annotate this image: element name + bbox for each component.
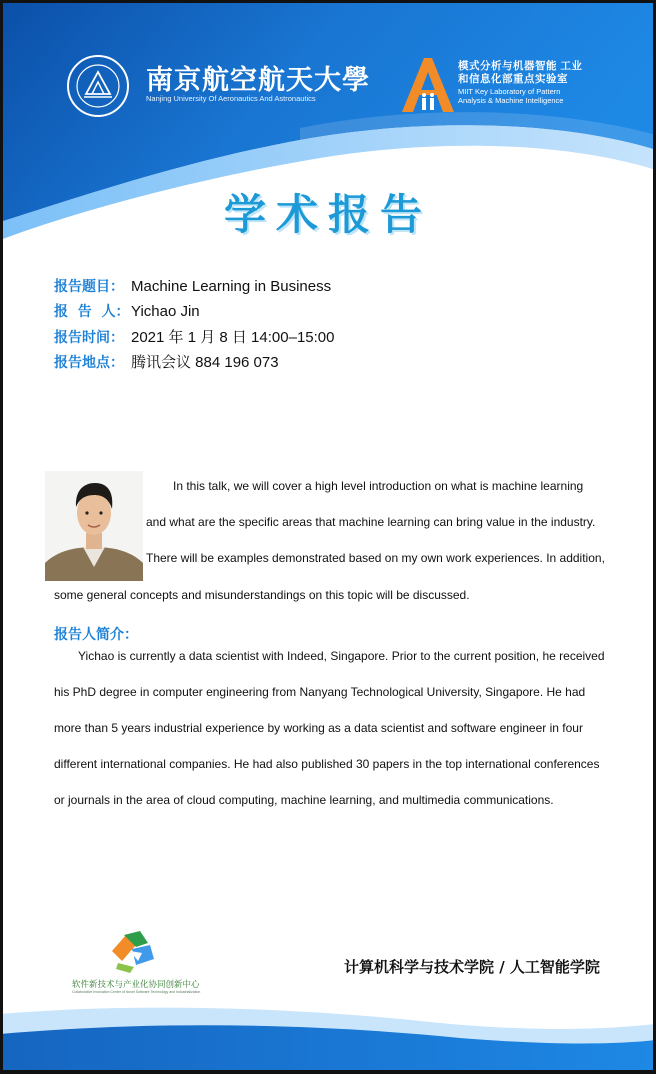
speaker-label: 报 告 人：	[54, 304, 130, 320]
border-left	[0, 0, 3, 1074]
time-row	[54, 326, 334, 351]
bio-line-3: more than 5 years industrial experience by working as a data scientist and software engineer in four	[54, 721, 583, 735]
abstract-line-4: some general concepts and misunderstandings on this topic will be discussed.	[54, 588, 470, 602]
place-row	[54, 351, 334, 376]
lab-name-cn: 模式分析与机器智能 工业和信息化部重点实验室	[458, 60, 583, 85]
innovation-center-name-cn: 软件新技术与产业化协同创新中心	[72, 979, 200, 989]
bio-line-4: different international companies. He had also published 30 papers in the top international conferences	[54, 757, 600, 771]
bio-heading: 报告人简介：	[54, 627, 138, 643]
university-name-en: Nanjing University Of Aeronautics And Astronautics	[146, 94, 316, 103]
border-bottom	[0, 1070, 656, 1074]
speaker-value: Yichao Jin	[131, 303, 200, 320]
talk-info	[54, 276, 334, 376]
speaker-row	[54, 301, 334, 326]
footer-wave	[0, 984, 656, 1074]
place-value: 腾讯会议 884 196 073	[131, 354, 279, 371]
speaker-photo	[45, 471, 143, 581]
topic-value: Machine Learning in Business	[131, 278, 332, 295]
topic-label: 报告题目：	[54, 279, 124, 295]
school-name: 计算机科学与技术学院 / 人工智能学院	[344, 958, 600, 976]
innovation-center-name-en: Collaborative Innovation Center of Novel Software Technology and Industrialization	[72, 990, 201, 994]
time-label: 报告时间：	[54, 330, 124, 346]
bio-line-2: his PhD degree in computer engineering from Nanyang Technological University, Singapore. He had	[54, 685, 586, 699]
abstract-line-1: In this talk, we will cover a high level introduction on what is machine learning	[173, 479, 584, 493]
border-top	[0, 0, 656, 3]
bio-line-5: or journals in the area of cloud computing, machine learning, and multimedia communications.	[54, 793, 554, 807]
lab-name-en: MIIT Key Laboratory of Pattern Analysis & Machine Intelligence	[458, 87, 564, 105]
lab-logo	[398, 54, 456, 114]
bio-line-1: Yichao is currently a data scientist with Indeed, Singapore. Prior to the current position, he received	[78, 649, 605, 663]
innovation-center-logo	[108, 927, 156, 973]
place-label: 报告地点：	[54, 355, 124, 371]
abstract-line-2: and what are the specific areas that machine learning can bring value in the industry.	[146, 515, 596, 529]
abstract-line-3: There will be examples demonstrated based on my own work experiences. In addition,	[146, 551, 605, 565]
time-value: 2021 年 1 月 8 日 14:00–15:00	[131, 329, 335, 346]
university-name-cn: 南京航空航天大學	[146, 65, 370, 96]
topic-row	[54, 276, 334, 301]
page-title: 学术报告	[223, 190, 432, 239]
nuaa-emblem-logo	[66, 54, 130, 118]
